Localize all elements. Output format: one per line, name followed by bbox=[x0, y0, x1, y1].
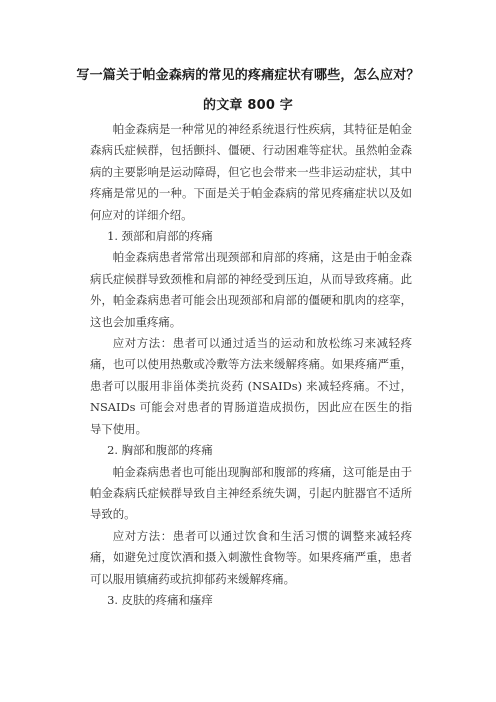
document-title-line-1: 写一篇关于帕金森病的常见的疼痛症状有哪些，怎么应对？ bbox=[76, 68, 420, 83]
document-body bbox=[90, 119, 412, 611]
section-heading-1: 1. 颈部和肩部的疼痛 bbox=[107, 229, 213, 244]
section-1-paragraph: 帕金森病患者常常出现颈部和肩部的疼痛，这是由于帕金森病氏症候群导致颈椎和肩部的神经受到压迫，从而导致疼痛。此外，帕金森病患者可能会出现颈部和肩部的僵硬和肌肉的痉挛，这也会加重疼痛。 bbox=[90, 250, 412, 329]
section-heading-3: 3. 皮肤的疼痛和瘙痒 bbox=[107, 592, 213, 607]
section-2-paragraph: 帕金森病患者也可能出现胸部和腹部的疼痛，这可能是由于帕金森病氏症候群导致自主神经系统失调，引起内脏器官不适所导致的。 bbox=[90, 464, 412, 522]
section-1-remedy-paragraph: 应对方法：患者可以通过适当的运动和放松练习来减轻疼痛，也可以使用热敷或冷敷等方法来缓解疼痛。如果疼痛严重，患者可以服用非甾体类抗炎药 (NSAIDs) 来减轻疼痛。不过，NSAIDs 可能会对患者的胃肠道造成损伤，因此应在医生的指导下使用。 bbox=[90, 336, 412, 436]
section-heading-2: 2. 胸部和腹部的疼痛 bbox=[107, 443, 213, 458]
document-title-line-2: 的文章 800 字 bbox=[203, 98, 293, 113]
intro-paragraph: 帕金森病是一种常见的神经系统退行性疾病，其特征是帕金森病氏症候群，包括颤抖、僵硬、行动困难等症状。虽然帕金森病的主要影响是运动障碍，但它也会带来一些非运动症状，其中疼痛是常见的一种。下面是关于帕金森病的常见疼痛症状以及如何应对的详细介绍。 bbox=[90, 122, 412, 222]
section-2-remedy-paragraph: 应对方法：患者可以通过饮食和生活习惯的调整来减轻疼痛，如避免过度饮酒和摄入刺激性食物等。如果疼痛严重，患者可以服用镇痛药或抗抑郁药来缓解疼痛。 bbox=[90, 528, 412, 586]
